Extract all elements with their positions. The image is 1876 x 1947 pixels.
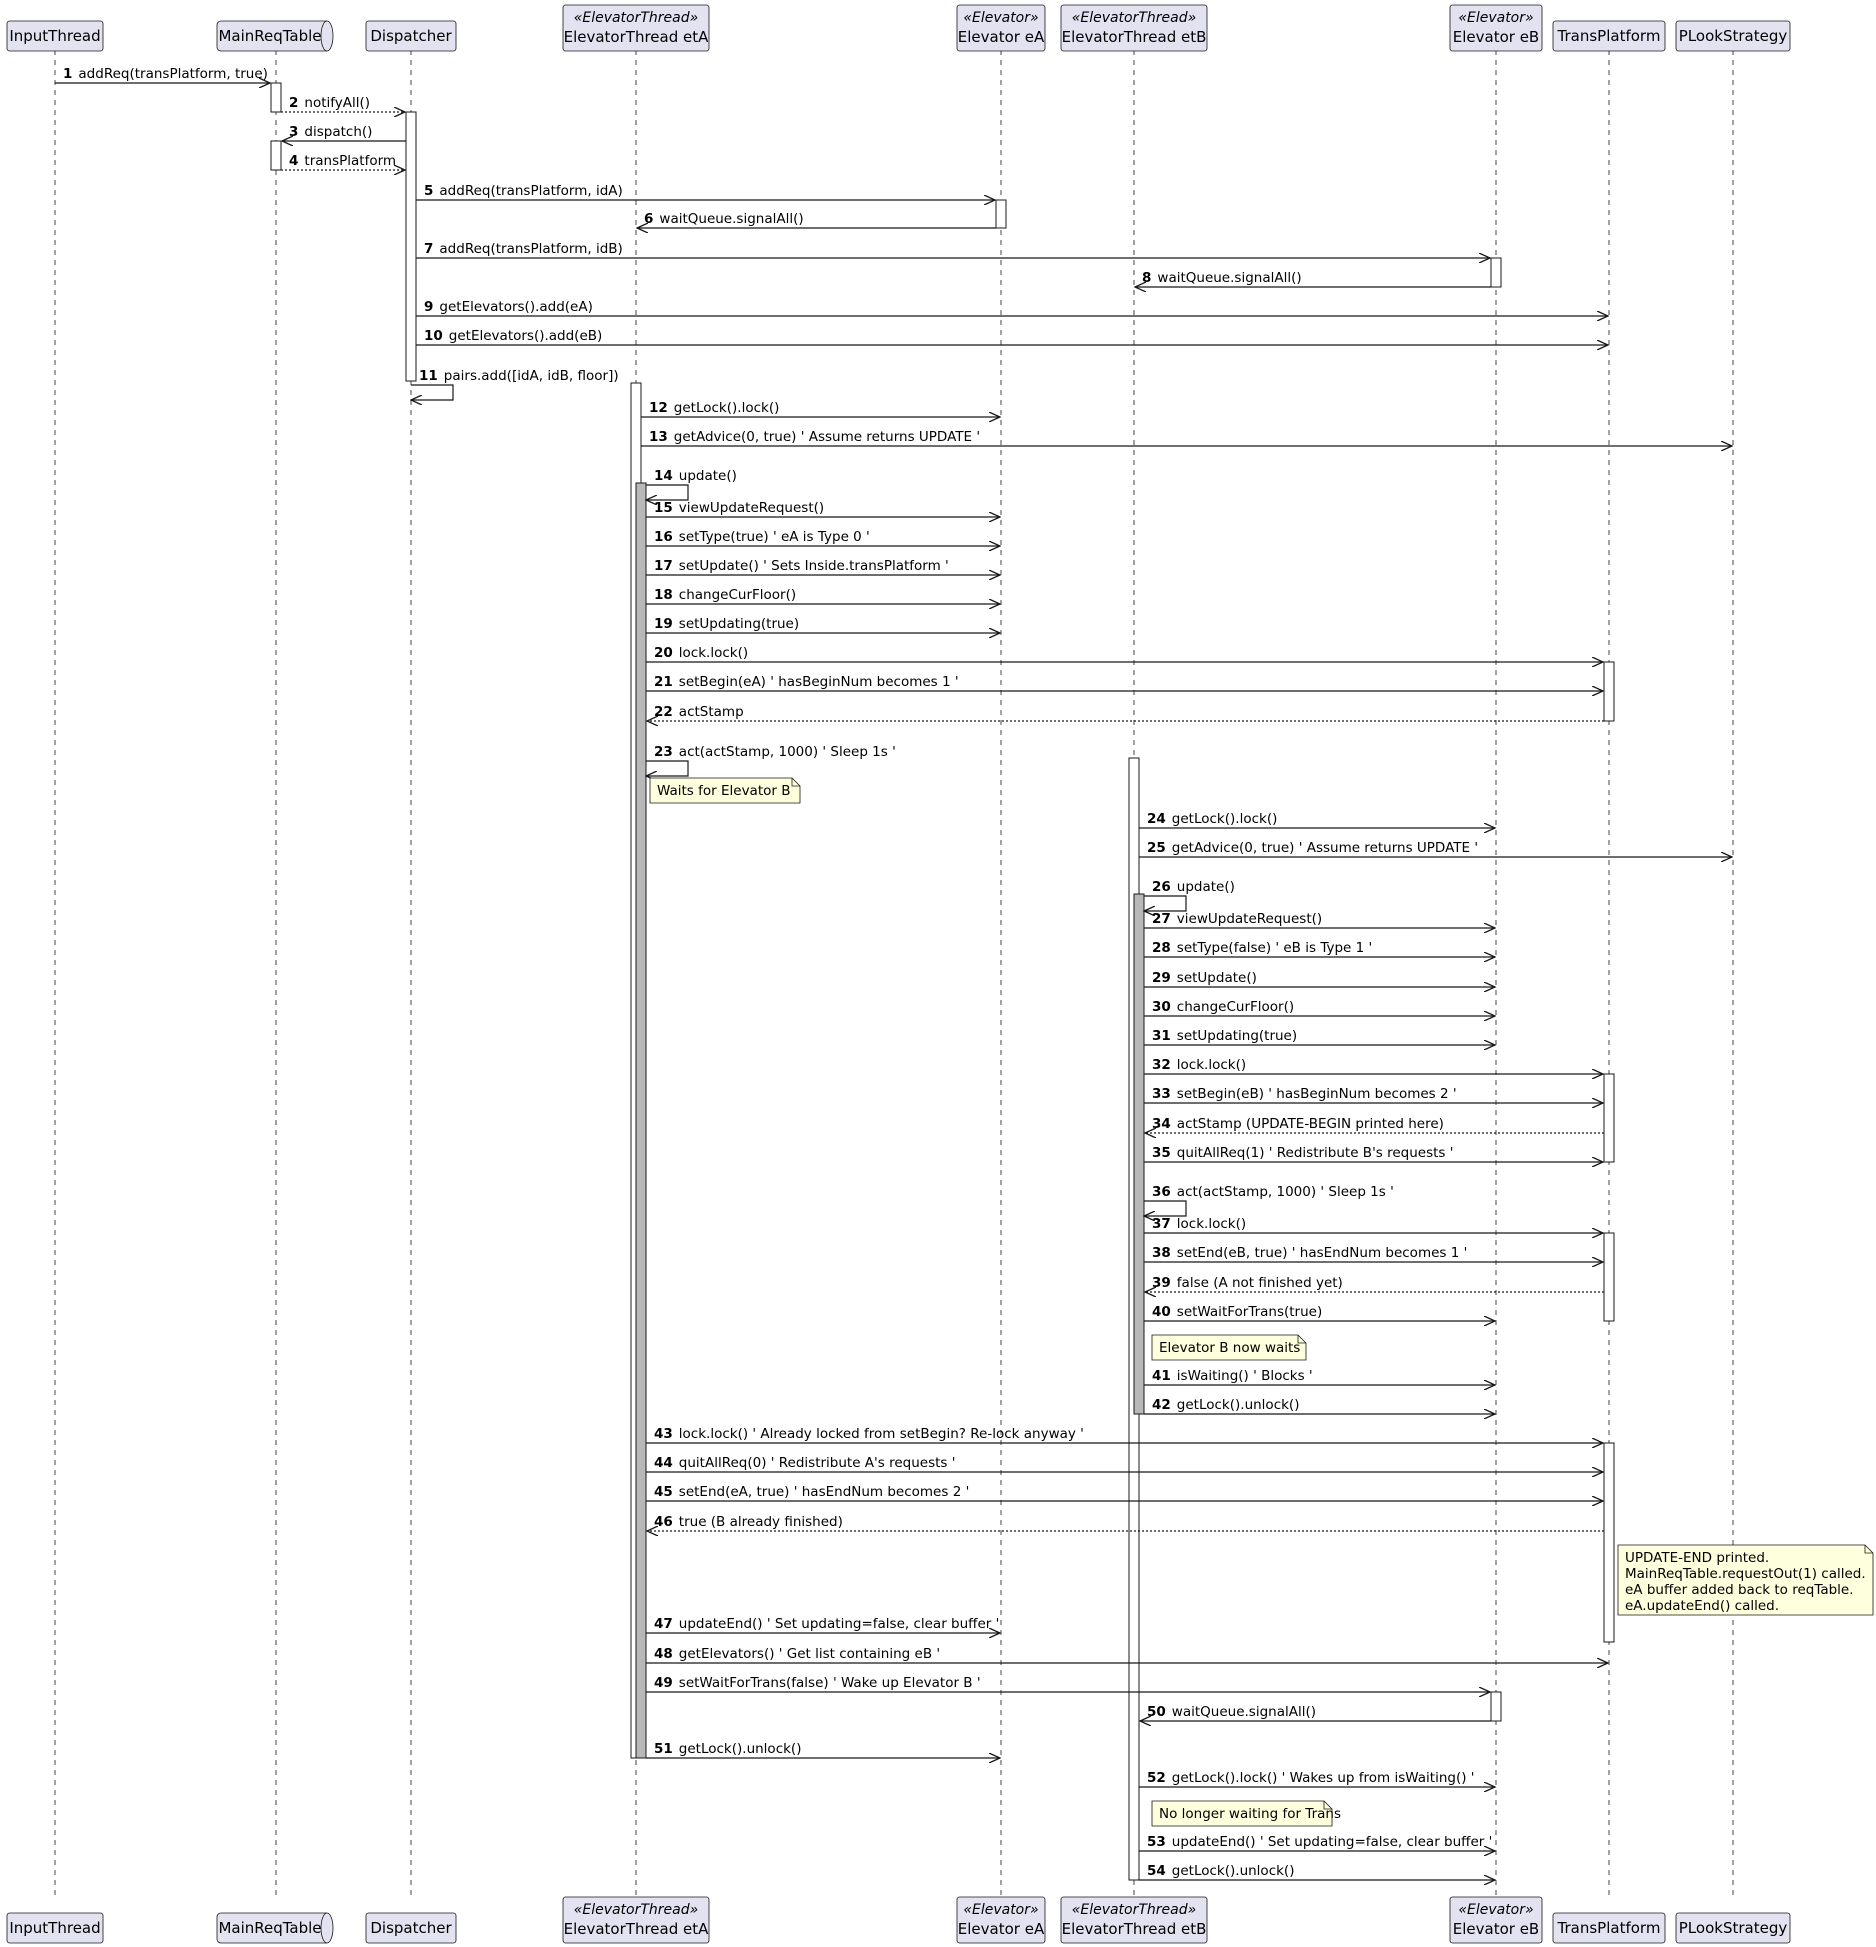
participant-stereotype: «ElevatorThread»: [1071, 10, 1197, 26]
message-text: setEnd(eA, true) ' hasEndNum becomes 2 ': [678, 1484, 970, 1500]
message-text: setBegin(eA) ' hasBeginNum becomes 1 ': [678, 674, 959, 690]
message-15: [646, 500, 1000, 517]
message-text: setEnd(eB, true) ' hasEndNum becomes 1 ': [1176, 1245, 1468, 1261]
message-31: [1144, 1028, 1495, 1045]
message-1: [55, 66, 270, 83]
message-number: 46: [654, 1514, 673, 1530]
message-label: [1152, 1116, 1444, 1132]
message-text: getElevators().add(eB): [448, 328, 603, 344]
message-number: 31: [1152, 1028, 1171, 1044]
participant-label: MainReqTable: [218, 27, 322, 45]
message-label: [1152, 1086, 1457, 1102]
participant-label: Elevator eB: [1452, 28, 1540, 46]
message-49: [646, 1675, 1490, 1692]
message-label: [654, 744, 896, 760]
message-33: [1144, 1086, 1603, 1103]
message-number: 25: [1147, 840, 1166, 856]
note-b-waits: [1152, 1335, 1306, 1360]
participant-eA-bottom: [957, 1897, 1045, 1943]
message-number: 7: [424, 241, 434, 257]
message-47: [646, 1616, 1000, 1633]
message-48: [646, 1646, 1608, 1663]
message-42: [1144, 1397, 1495, 1414]
participant-label: MainReqTable: [218, 1919, 322, 1937]
message-label: [644, 211, 804, 227]
participant-label: Elevator eA: [957, 28, 1045, 46]
message-number: 10: [424, 328, 443, 344]
self-message-arrow: [1144, 1201, 1186, 1216]
participant-stereotype: «Elevator»: [1458, 10, 1534, 26]
message-37: [1144, 1216, 1603, 1233]
message-13: [641, 429, 1732, 446]
message-label: [1152, 911, 1322, 927]
message-number: 5: [424, 183, 434, 199]
message-28: [1144, 940, 1495, 957]
message-text: waitQueue.signalAll(): [659, 211, 804, 227]
message-label: [654, 558, 949, 574]
message-4: [281, 153, 405, 170]
note-line: eA.updateEnd() called.: [1625, 1598, 1780, 1614]
message-label: [1152, 1275, 1343, 1291]
message-label: [654, 587, 796, 603]
message-text: getLock().unlock(): [678, 1741, 802, 1757]
message-14: [646, 468, 737, 500]
activation-bar-etA: [636, 483, 646, 1758]
message-text: getElevators() ' Get list containing eB ': [678, 1646, 941, 1662]
message-number: 1: [63, 66, 73, 82]
message-text: update(): [1176, 879, 1235, 895]
message-text: quitAllReq(1) ' Redistribute B's requests ': [1176, 1145, 1454, 1161]
message-27: [1144, 911, 1495, 928]
message-label: [1147, 1834, 1492, 1850]
message-label: [1152, 1245, 1467, 1261]
message-number: 34: [1152, 1116, 1171, 1132]
message-label: [654, 1741, 801, 1757]
message-label: [424, 183, 623, 199]
message-label: [654, 1426, 1084, 1442]
self-message-arrow: [1144, 896, 1186, 911]
activation-bar-etB: [1134, 894, 1144, 1414]
message-number: 36: [1152, 1184, 1171, 1200]
message-text: addReq(transPlatform, true): [78, 66, 268, 82]
message-text: pairs.add([idA, idB, floor]): [443, 368, 619, 384]
note-line: UPDATE-END printed.: [1625, 1550, 1770, 1566]
message-text: getLock().lock() ' Wakes up from isWaiting() ': [1171, 1770, 1475, 1786]
message-number: 43: [654, 1426, 673, 1442]
message-19: [646, 616, 1000, 633]
activation-bar-table: [271, 83, 281, 112]
message-text: getAdvice(0, true) ' Assume returns UPDATE ': [673, 429, 981, 445]
message-44: [646, 1455, 1603, 1472]
participant-stereotype: «Elevator»: [963, 1902, 1039, 1918]
participant-stereotype: «Elevator»: [1458, 1902, 1534, 1918]
message-text: setUpdate() ' Sets Inside.transPlatform ': [678, 558, 949, 574]
note-update-end: [1618, 1545, 1873, 1615]
message-label: [63, 66, 268, 82]
self-message-arrow: [646, 485, 688, 500]
message-text: lock.lock() ' Already locked from setBegin? Re-lock anyway ': [678, 1426, 1084, 1442]
activation-bar-tp: [1604, 1443, 1614, 1642]
message-text: dispatch(): [304, 124, 373, 140]
message-24: [1139, 811, 1495, 828]
participant-input-top: [7, 21, 103, 51]
message-text: lock.lock(): [1176, 1216, 1247, 1232]
message-label: [654, 645, 748, 661]
message-number: 17: [654, 558, 673, 574]
message-label: [654, 529, 870, 545]
message-label: [654, 1455, 955, 1471]
message-45: [646, 1484, 1603, 1501]
message-number: 2: [289, 95, 299, 111]
message-30: [1144, 999, 1495, 1016]
message-text: changeCurFloor(): [678, 587, 797, 603]
message-label: [654, 674, 959, 690]
message-text: getElevators().add(eA): [439, 299, 593, 315]
message-52: [1139, 1770, 1495, 1787]
message-54: [1139, 1863, 1495, 1880]
message-text: setUpdating(true): [678, 616, 800, 632]
note-line: MainReqTable.requestOut(1) called.: [1625, 1566, 1866, 1582]
message-number: 48: [654, 1646, 673, 1662]
message-text: getAdvice(0, true) ' Assume returns UPDATE ': [1171, 840, 1479, 856]
message-3: [282, 124, 406, 141]
message-label: [1152, 1184, 1394, 1200]
message-53: [1139, 1834, 1495, 1851]
participant-label: ElevatorThread etB: [1061, 1920, 1207, 1938]
participant-disp-bottom: [366, 1913, 456, 1943]
message-12: [641, 400, 1000, 417]
self-message-arrow: [411, 385, 453, 400]
message-number: 40: [1152, 1304, 1171, 1320]
message-number: 37: [1152, 1216, 1171, 1232]
activation-bar-tp: [1604, 662, 1614, 721]
message-number: 47: [654, 1616, 673, 1632]
message-number: 54: [1147, 1863, 1166, 1879]
message-label: [1152, 1397, 1299, 1413]
participant-table-top: [217, 21, 333, 51]
message-36: [1144, 1184, 1394, 1216]
message-text: getLock().unlock(): [1171, 1863, 1295, 1879]
self-message-arrow: [646, 761, 688, 776]
message-number: 38: [1152, 1245, 1171, 1261]
message-label: [654, 1514, 843, 1530]
message-number: 26: [1152, 879, 1171, 895]
participant-tp-top: [1553, 21, 1665, 51]
message-text: setBegin(eB) ' hasBeginNum becomes 2 ': [1176, 1086, 1457, 1102]
message-label: [1152, 970, 1257, 986]
activation-bar-table: [271, 141, 281, 170]
participant-disp-top: [366, 21, 456, 51]
message-51: [646, 1741, 1000, 1758]
message-number: 9: [424, 299, 434, 315]
participant-label: Dispatcher: [370, 27, 452, 45]
message-25: [1139, 840, 1732, 857]
message-number: 42: [1152, 1397, 1171, 1413]
participant-plook-bottom: [1676, 1913, 1790, 1943]
message-number: 50: [1147, 1704, 1166, 1720]
message-20: [646, 645, 1603, 662]
participant-eB-bottom: [1450, 1897, 1542, 1943]
activation-bar-tp: [1604, 1233, 1614, 1321]
message-label: [654, 1646, 940, 1662]
message-label: [654, 704, 744, 720]
message-text: isWaiting() ' Blocks ': [1176, 1368, 1313, 1384]
message-6: [637, 211, 996, 228]
message-label: [1152, 1216, 1246, 1232]
participant-eA-top: [957, 5, 1045, 51]
message-label: [424, 241, 623, 257]
message-number: 21: [654, 674, 673, 690]
message-label: [424, 299, 593, 315]
message-label: [289, 124, 372, 140]
message-label: [1152, 879, 1235, 895]
message-label: [654, 616, 799, 632]
message-text: setUpdating(true): [1176, 1028, 1298, 1044]
message-23: [646, 744, 896, 776]
participant-stereotype: «ElevatorThread»: [1071, 1902, 1197, 1918]
message-text: actStamp (UPDATE-BEGIN printed here): [1176, 1116, 1444, 1132]
participant-label: InputThread: [9, 1919, 101, 1937]
message-number: 52: [1147, 1770, 1166, 1786]
message-10: [416, 328, 1608, 345]
message-text: notifyAll(): [304, 95, 371, 111]
participant-label: PLookStrategy: [1678, 27, 1788, 45]
note-a-waits: [650, 778, 800, 803]
message-text: addReq(transPlatform, idB): [439, 241, 623, 257]
message-text: getLock().unlock(): [1176, 1397, 1300, 1413]
message-number: 29: [1152, 970, 1171, 986]
message-41: [1144, 1368, 1495, 1385]
activation-bar-eB: [1491, 1692, 1501, 1721]
message-number: 44: [654, 1455, 673, 1471]
message-number: 19: [654, 616, 673, 632]
message-39: [1145, 1275, 1604, 1292]
participant-label: Dispatcher: [370, 1919, 452, 1937]
message-text: viewUpdateRequest(): [1176, 911, 1323, 927]
participant-table-bottom: [217, 1913, 333, 1943]
note-line: Waits for Elevator B: [657, 783, 791, 799]
message-label: [1152, 1028, 1297, 1044]
message-label: [1152, 1368, 1313, 1384]
message-label: [654, 468, 737, 484]
message-number: 16: [654, 529, 673, 545]
message-text: setType(true) ' eA is Type 0 ': [678, 529, 870, 545]
participant-etA-top: [563, 5, 709, 51]
message-text: setUpdate(): [1176, 970, 1257, 986]
message-label: [1152, 1304, 1322, 1320]
participant-label: Elevator eA: [957, 1920, 1045, 1938]
message-43: [646, 1426, 1603, 1443]
message-number: 35: [1152, 1145, 1171, 1161]
message-number: 20: [654, 645, 673, 661]
message-label: [1147, 840, 1478, 856]
participant-tp-bottom: [1553, 1913, 1665, 1943]
participant-eB-top: [1450, 5, 1542, 51]
message-11: [411, 368, 619, 400]
message-text: actStamp: [678, 704, 744, 720]
message-number: 39: [1152, 1275, 1171, 1291]
message-text: setType(false) ' eB is Type 1 ': [1176, 940, 1373, 956]
message-text: quitAllReq(0) ' Redistribute A's requests ': [678, 1455, 956, 1471]
message-32: [1144, 1057, 1603, 1074]
message-label: [1147, 1863, 1294, 1879]
message-number: 51: [654, 1741, 673, 1757]
message-label: [654, 1675, 981, 1691]
participant-label: ElevatorThread etB: [1061, 28, 1207, 46]
participant-stereotype: «ElevatorThread»: [573, 10, 699, 26]
message-number: 53: [1147, 1834, 1166, 1850]
message-34: [1145, 1116, 1604, 1133]
message-21: [646, 674, 1603, 691]
message-29: [1144, 970, 1495, 987]
participant-label: InputThread: [9, 27, 101, 45]
message-number: 24: [1147, 811, 1166, 827]
message-label: [654, 500, 824, 516]
message-text: viewUpdateRequest(): [678, 500, 825, 516]
message-text: true (B already finished): [678, 1514, 843, 1530]
participant-label: Elevator eB: [1452, 1920, 1540, 1938]
message-16: [646, 529, 1000, 546]
message-label: [654, 1616, 999, 1632]
note-line: Elevator B now waits: [1159, 1340, 1301, 1356]
message-number: 49: [654, 1675, 673, 1691]
message-text: transPlatform: [304, 153, 397, 169]
message-label: [1152, 999, 1294, 1015]
message-label: [1152, 1145, 1453, 1161]
message-label: [1152, 1057, 1246, 1073]
message-number: 28: [1152, 940, 1171, 956]
message-label: [654, 1484, 969, 1500]
message-text: act(actStamp, 1000) ' Sleep 1s ': [1176, 1184, 1394, 1200]
message-number: 30: [1152, 999, 1171, 1015]
activation-bar-eA: [996, 200, 1006, 228]
message-label: [649, 400, 779, 416]
message-number: 12: [649, 400, 668, 416]
message-7: [416, 241, 1490, 258]
message-2: [281, 95, 405, 112]
note-no-longer: [1152, 1801, 1341, 1826]
message-text: act(actStamp, 1000) ' Sleep 1s ': [678, 744, 896, 760]
activation-bar-disp: [406, 112, 416, 381]
participant-stereotype: «ElevatorThread»: [573, 1902, 699, 1918]
participant-label: ElevatorThread etA: [563, 28, 709, 46]
message-number: 32: [1152, 1057, 1171, 1073]
message-label: [1147, 811, 1277, 827]
participant-label: PLookStrategy: [1678, 1919, 1788, 1937]
message-label: [1152, 940, 1372, 956]
participant-etB-top: [1061, 5, 1207, 51]
message-number: 15: [654, 500, 673, 516]
message-26: [1144, 879, 1235, 911]
message-text: false (A not finished yet): [1176, 1275, 1343, 1291]
message-number: 27: [1152, 911, 1171, 927]
message-label: [424, 328, 602, 344]
message-number: 41: [1152, 1368, 1171, 1384]
message-number: 14: [654, 468, 673, 484]
message-number: 8: [1142, 270, 1152, 286]
message-label: [419, 368, 619, 384]
message-label: [649, 429, 980, 445]
message-text: waitQueue.signalAll(): [1157, 270, 1302, 286]
message-38: [1144, 1245, 1603, 1262]
participant-label: TransPlatform: [1557, 1919, 1661, 1937]
participant-etA-bottom: [563, 1897, 709, 1943]
message-50: [1140, 1704, 1491, 1721]
participant-plook-top: [1676, 21, 1790, 51]
message-number: 33: [1152, 1086, 1171, 1102]
message-text: setWaitForTrans(true): [1176, 1304, 1323, 1320]
message-label: [1147, 1770, 1475, 1786]
participant-label: TransPlatform: [1557, 27, 1661, 45]
note-line: eA buffer added back to reqTable.: [1625, 1582, 1854, 1598]
message-9: [416, 299, 1608, 316]
message-label: [289, 95, 370, 111]
message-text: setWaitForTrans(false) ' Wake up Elevator B ': [678, 1675, 981, 1691]
message-number: 45: [654, 1484, 673, 1500]
message-text: waitQueue.signalAll(): [1171, 1704, 1316, 1720]
message-number: 6: [644, 211, 654, 227]
message-number: 23: [654, 744, 673, 760]
message-35: [1144, 1145, 1603, 1162]
message-22: [647, 704, 1604, 721]
message-text: addReq(transPlatform, idA): [439, 183, 623, 199]
message-text: update(): [678, 468, 737, 484]
message-17: [646, 558, 1000, 575]
message-label: [289, 153, 396, 169]
message-text: getLock().lock(): [1171, 811, 1278, 827]
message-number: 3: [289, 124, 299, 140]
message-8: [1135, 270, 1491, 287]
message-text: updateEnd() ' Set updating=false, clear buffer ': [1171, 1834, 1493, 1850]
message-label: [1142, 270, 1302, 286]
participant-stereotype: «Elevator»: [963, 10, 1039, 26]
message-number: 4: [289, 153, 299, 169]
message-number: 22: [654, 704, 673, 720]
message-40: [1144, 1304, 1495, 1321]
message-text: lock.lock(): [1176, 1057, 1247, 1073]
activation-bar-eB: [1491, 258, 1501, 287]
note-line: No longer waiting for Trans: [1159, 1806, 1341, 1822]
message-text: lock.lock(): [678, 645, 749, 661]
activation-bar-tp: [1604, 1074, 1614, 1162]
message-number: 18: [654, 587, 673, 603]
message-number: 11: [419, 368, 438, 384]
message-46: [647, 1514, 1604, 1531]
message-text: getLock().lock(): [673, 400, 780, 416]
message-5: [416, 183, 995, 200]
message-text: updateEnd() ' Set updating=false, clear buffer ': [678, 1616, 1000, 1632]
message-18: [646, 587, 1000, 604]
participant-input-bottom: [7, 1913, 103, 1943]
message-text: changeCurFloor(): [1176, 999, 1295, 1015]
message-number: 13: [649, 429, 668, 445]
participant-etB-bottom: [1061, 1897, 1207, 1943]
participant-label: ElevatorThread etA: [563, 1920, 709, 1938]
message-label: [1147, 1704, 1316, 1720]
